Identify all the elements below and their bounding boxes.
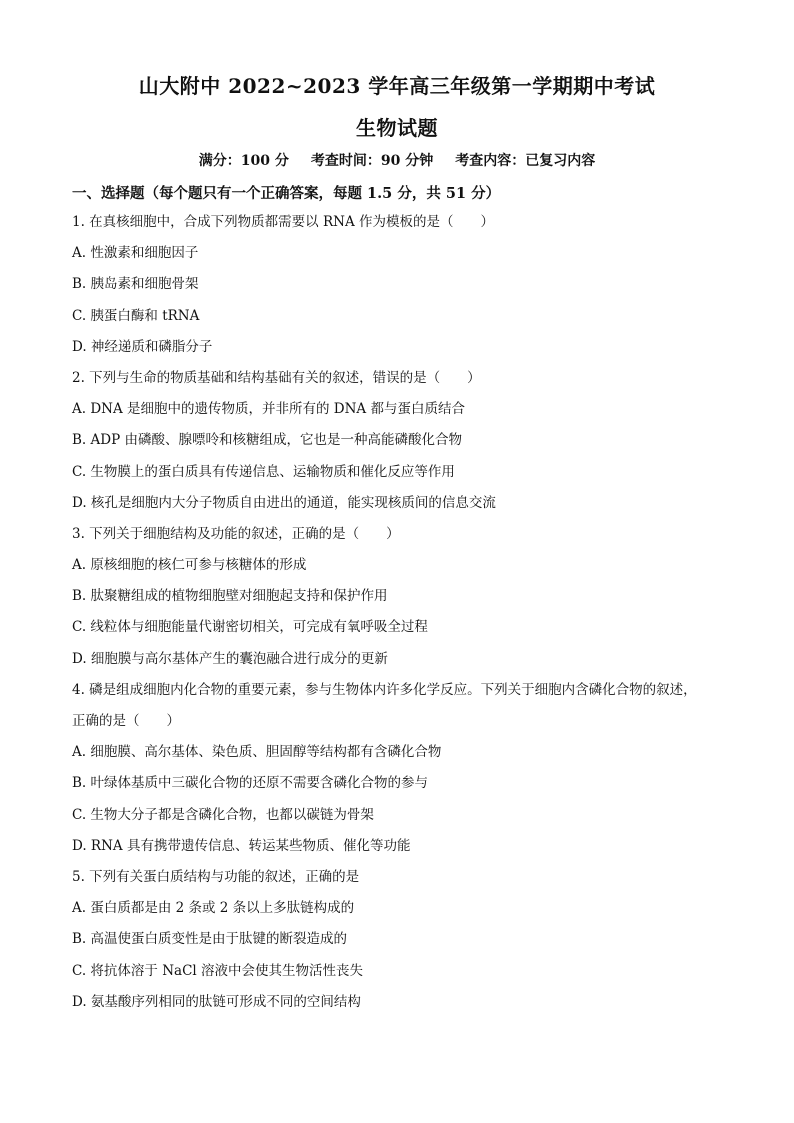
question-5-option-b: B. 高温使蛋白质变性是由于肽键的断裂造成的 [72,931,348,948]
question-2-option-c: C. 生物膜上的蛋白质具有传递信息、运输物质和催化反应等作用 [72,463,455,480]
question-4-option-a: A. 细胞膜、高尔基体、染色质、胆固醇等结构都有含磷化合物 [72,744,442,761]
question-1-option-b: B. 胰岛素和细胞骨架 [72,276,199,293]
question-2-option-b: B. ADP 由磷酸、腺嘌呤和核糖组成，它也是一种高能磷酸化合物 [72,432,462,449]
question-4-option-d: D. RNA 具有携带遗传信息、转运某些物质、催化等功能 [72,837,411,854]
question-3-option-a: A. 原核细胞的核仁可参与核糖体的形成 [72,557,307,574]
question-3-option-b: B. 肽聚糖组成的植物细胞壁对细胞起支持和保护作用 [72,588,388,605]
exam-subtitle: 生物试题 [356,116,438,140]
exam-meta [0,150,794,170]
question-5-stem: 5. 下列有关蛋白质结构与功能的叙述，正确的是 [72,868,360,885]
question-1-option-d: D. 神经递质和磷脂分子 [72,338,213,355]
question-1-option-a: A. 性激素和细胞因子 [72,245,199,262]
question-4-stem-line-2: 正确的是（ ） [72,713,180,729]
question-4-option-c: C. 生物大分子都是含磷化合物，也都以碳链为骨架 [72,806,374,823]
question-2-option-d: D. 核孔是细胞内大分子物质自由进出的通道，能实现核质间的信息交流 [72,494,496,511]
exam-time: 考查时间：90 分钟 [310,153,434,169]
question-5-option-a: A. 蛋白质都是由 2 条或 2 条以上多肽链构成的 [72,900,355,917]
exam-title: 山大附中 2022~2023 学年高三年级第一学期期中考试 [138,74,656,98]
full-score: 满分：100 分 [198,153,289,169]
question-5-option-c: C. 将抗体溶于 NaCl 溶液中会使其生物活性丧失 [72,962,364,979]
question-3-option-c: C. 线粒体与细胞能量代谢密切相关，可完成有氧呼吸全过程 [72,619,428,636]
section-heading: 一、选择题（每个题只有一个正确答案，每题 1.5 分，共 51 分） [72,185,501,202]
question-1-stem: 1. 在真核细胞中，合成下列物质都需要以 RNA 作为模板的是（ ） [72,214,494,230]
question-3-option-d: D. 细胞膜与高尔基体产生的囊泡融合进行成分的更新 [72,650,388,667]
question-4-option-b: B. 叶绿体基质中三碳化合物的还原不需要含磷化合物的参与 [72,775,429,792]
question-2-stem: 2. 下列与生命的物质基础和结构基础有关的叙述，错误的是（ ） [72,369,481,386]
question-1-option-c: C. 胰蛋白酶和 tRNA [72,307,200,324]
exam-content: 考查内容：已复习内容 [455,153,596,169]
question-3-stem: 3. 下列关于细胞结构及功能的叙述，正确的是（ ） [72,525,400,542]
question-list [72,212,722,1023]
question-2-option-a: A. DNA 是细胞中的遗传物质，并非所有的 DNA 都与蛋白质结合 [72,401,465,418]
question-5-option-d: D. 氨基酸序列相同的肽链可形成不同的空间结构 [72,993,361,1010]
question-4-stem-line-1: 4. 磷是组成细胞内化合物的重要元素，参与生物体内许多化学反应。下列关于细胞内含磷化合物的叙述， [72,681,697,698]
